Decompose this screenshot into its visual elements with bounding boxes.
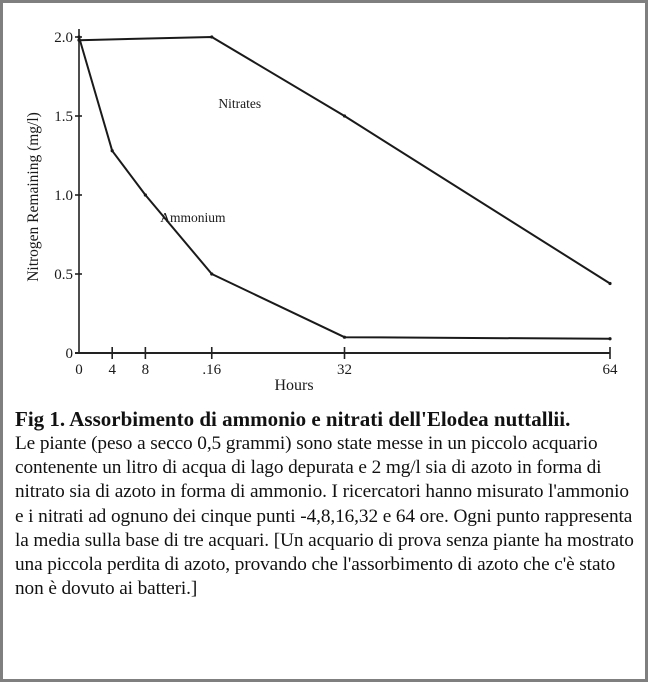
x-tick-label: 32: [337, 362, 352, 378]
x-tick-label: 0: [75, 362, 83, 378]
caption-body: Le piante (peso a secco 0,5 grammi) sono state messe in un piccolo acquario contenente un litro di acqua di lago depurata e 2 mg/l sia di azoto in forma di nitrato sia di azoto in forma di ammonio. I ricercatori hanno misurato l'ammonio e i nitrati ad ognuno dei cinque punti -4,8,16,32 e 64 ore. Ogni punto rappresenta la media sulla base di tre acquari. [Un acquario di prova senza piante ha mostrato una piccola perdita di azoto, provando che l'assorbimento di azoto che c'è stato non è dovuto ai batteri.]: [15, 433, 634, 600]
y-tick-label: 0.5: [54, 267, 73, 283]
data-point-ammonium: [144, 193, 147, 196]
data-point-ammonium: [343, 336, 346, 339]
y-tick-label: 0: [65, 346, 73, 362]
series-line-ammonium: [79, 37, 610, 339]
x-axis-title: Hours: [274, 377, 314, 394]
series-label-ammonium: Ammonium: [160, 209, 226, 225]
x-tick-label: 8: [141, 362, 150, 378]
data-point-nitrates: [343, 114, 346, 117]
axes: [54, 29, 618, 378]
data-point-nitrates: [210, 35, 213, 38]
y-tick-label: 2.0: [54, 30, 73, 46]
series-group: [77, 35, 611, 340]
data-point-ammonium: [111, 149, 114, 152]
x-tick-label: .16: [202, 362, 222, 378]
y-tick-label: 1.5: [54, 109, 73, 125]
series-label-nitrates: Nitrates: [218, 96, 262, 112]
y-axis-title: Nitrogen Remaining (mg/l): [25, 112, 42, 282]
series-line-nitrates: [79, 37, 610, 284]
data-point-ammonium: [608, 337, 611, 340]
data-point-ammonium: [77, 35, 80, 38]
data-point-nitrates: [608, 282, 611, 285]
caption-title: Fig 1. Assorbimento di ammonio e nitrati dell'Elodea nuttallii.: [15, 407, 571, 431]
x-tick-label: 4: [108, 362, 116, 378]
line-chart: [3, 3, 645, 403]
figure-caption: [15, 406, 635, 601]
data-point-ammonium: [210, 272, 213, 275]
x-tick-label: 64: [602, 362, 618, 378]
y-tick-label: 1.0: [54, 188, 73, 204]
